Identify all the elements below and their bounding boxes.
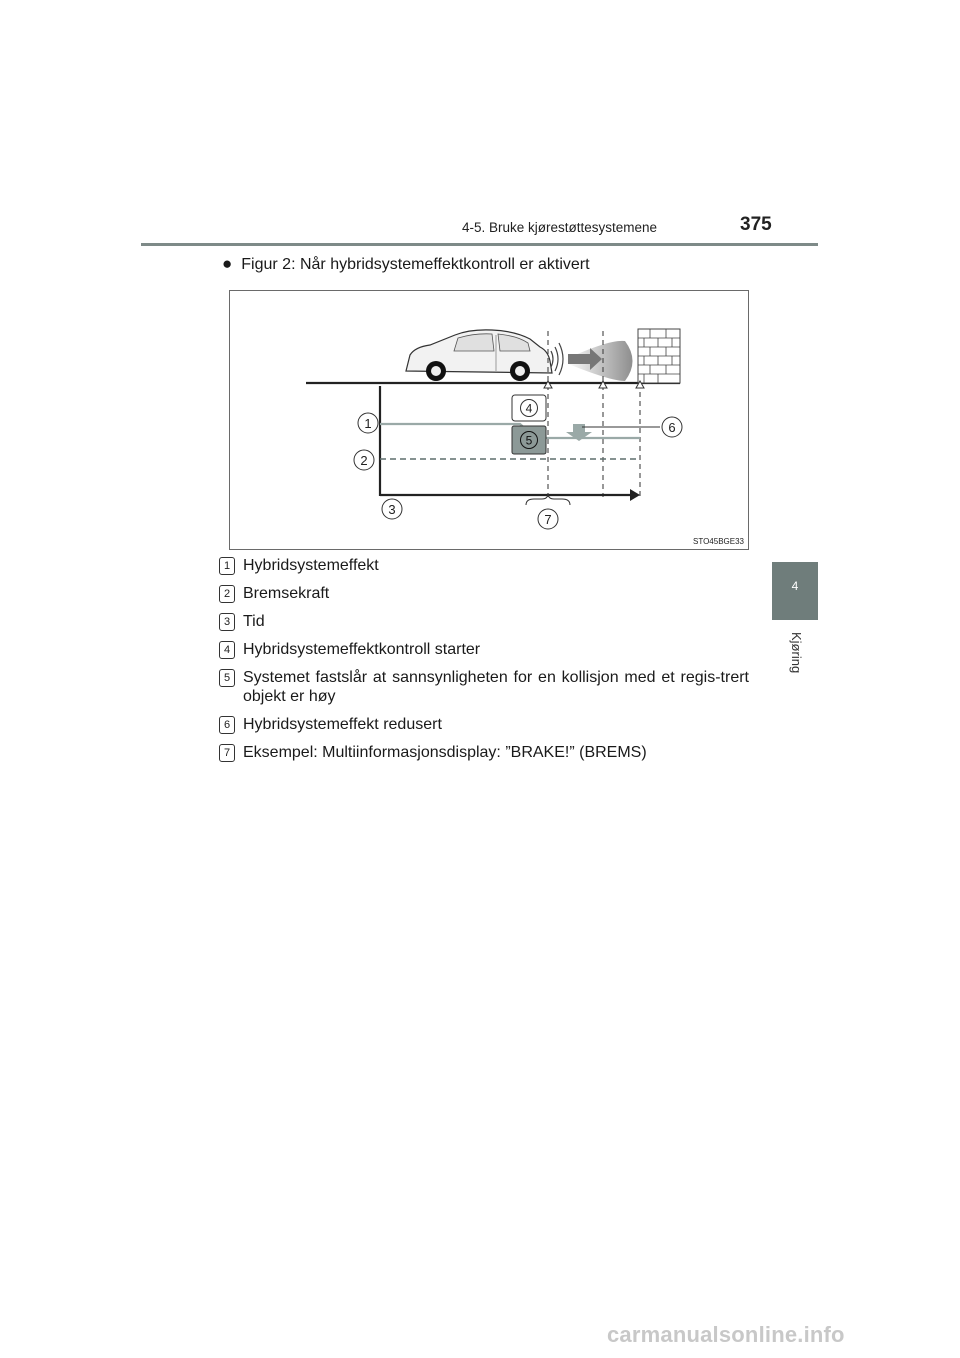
legend-item xyxy=(219,715,749,734)
legend-item xyxy=(219,640,749,659)
callout-6-label: 6 xyxy=(668,420,676,435)
callout-2 xyxy=(354,450,374,470)
callout-7 xyxy=(538,509,558,529)
callout-5 xyxy=(512,426,546,454)
legend-list xyxy=(219,556,749,771)
callout-7-label: 7 xyxy=(544,512,552,527)
hybrid-power-line xyxy=(380,424,640,438)
callout-5-label: 5 xyxy=(525,433,533,448)
header-rule xyxy=(141,243,818,246)
time-arrow-icon xyxy=(630,489,640,501)
legend-number: 7 xyxy=(219,744,235,762)
callout-1 xyxy=(358,413,378,433)
car-icon xyxy=(406,330,552,381)
legend-number: 6 xyxy=(219,716,235,734)
header-section-title: 4-5. Bruke kjørestøttesystemene xyxy=(462,220,658,235)
watermark: carmanualsonline.info xyxy=(607,1322,845,1347)
legend-number: 4 xyxy=(219,641,235,659)
legend-item xyxy=(219,556,749,575)
legend-number: 3 xyxy=(219,613,235,631)
legend-text: Hybridsystemeffekt redusert xyxy=(243,716,442,733)
callout-3 xyxy=(382,499,402,519)
bullet-heading xyxy=(222,254,590,274)
chapter-tab[interactable] xyxy=(772,562,818,620)
legend-item xyxy=(219,743,749,762)
figure-illustration xyxy=(230,291,750,551)
callout-4 xyxy=(512,395,546,421)
legend-text: Hybridsystemeffektkontroll starter xyxy=(243,641,481,658)
legend-text: Bremsekraft xyxy=(243,585,330,602)
bullet-icon: ● xyxy=(222,254,233,273)
callout-6 xyxy=(662,417,682,437)
callout-4-label: 4 xyxy=(525,401,533,416)
callout-1-label: 1 xyxy=(364,416,372,431)
callout-2-label: 2 xyxy=(360,453,368,468)
legend-text: Systemet fastslår at sannsynligheten for en kollisjon med et regis-trert objekt er høy xyxy=(243,669,749,705)
page-number: 375 xyxy=(740,214,772,235)
chapter-number: 4 xyxy=(791,579,799,593)
brick-wall-icon xyxy=(638,329,680,383)
sensor-waves-icon xyxy=(551,343,563,375)
legend-number: 5 xyxy=(219,669,235,687)
legend-text: Hybridsystemeffekt xyxy=(243,557,379,574)
legend-item xyxy=(219,668,749,706)
callout-3-label: 3 xyxy=(388,502,396,517)
figure xyxy=(229,290,749,550)
chapter-label: Kjøring xyxy=(789,632,804,674)
bullet-text: Figur 2: Når hybridsystemeffektkontroll er aktivert xyxy=(241,256,590,273)
legend-item xyxy=(219,612,749,631)
legend-text: Eksempel: Multiinformasjonsdisplay: ”BRAKE!” (BREMS) xyxy=(243,744,647,761)
figure-code: STO45BGE33 xyxy=(693,537,744,546)
legend-text: Tid xyxy=(243,613,265,630)
legend-number: 2 xyxy=(219,585,235,603)
legend-number: 1 xyxy=(219,557,235,575)
legend-item xyxy=(219,584,749,603)
